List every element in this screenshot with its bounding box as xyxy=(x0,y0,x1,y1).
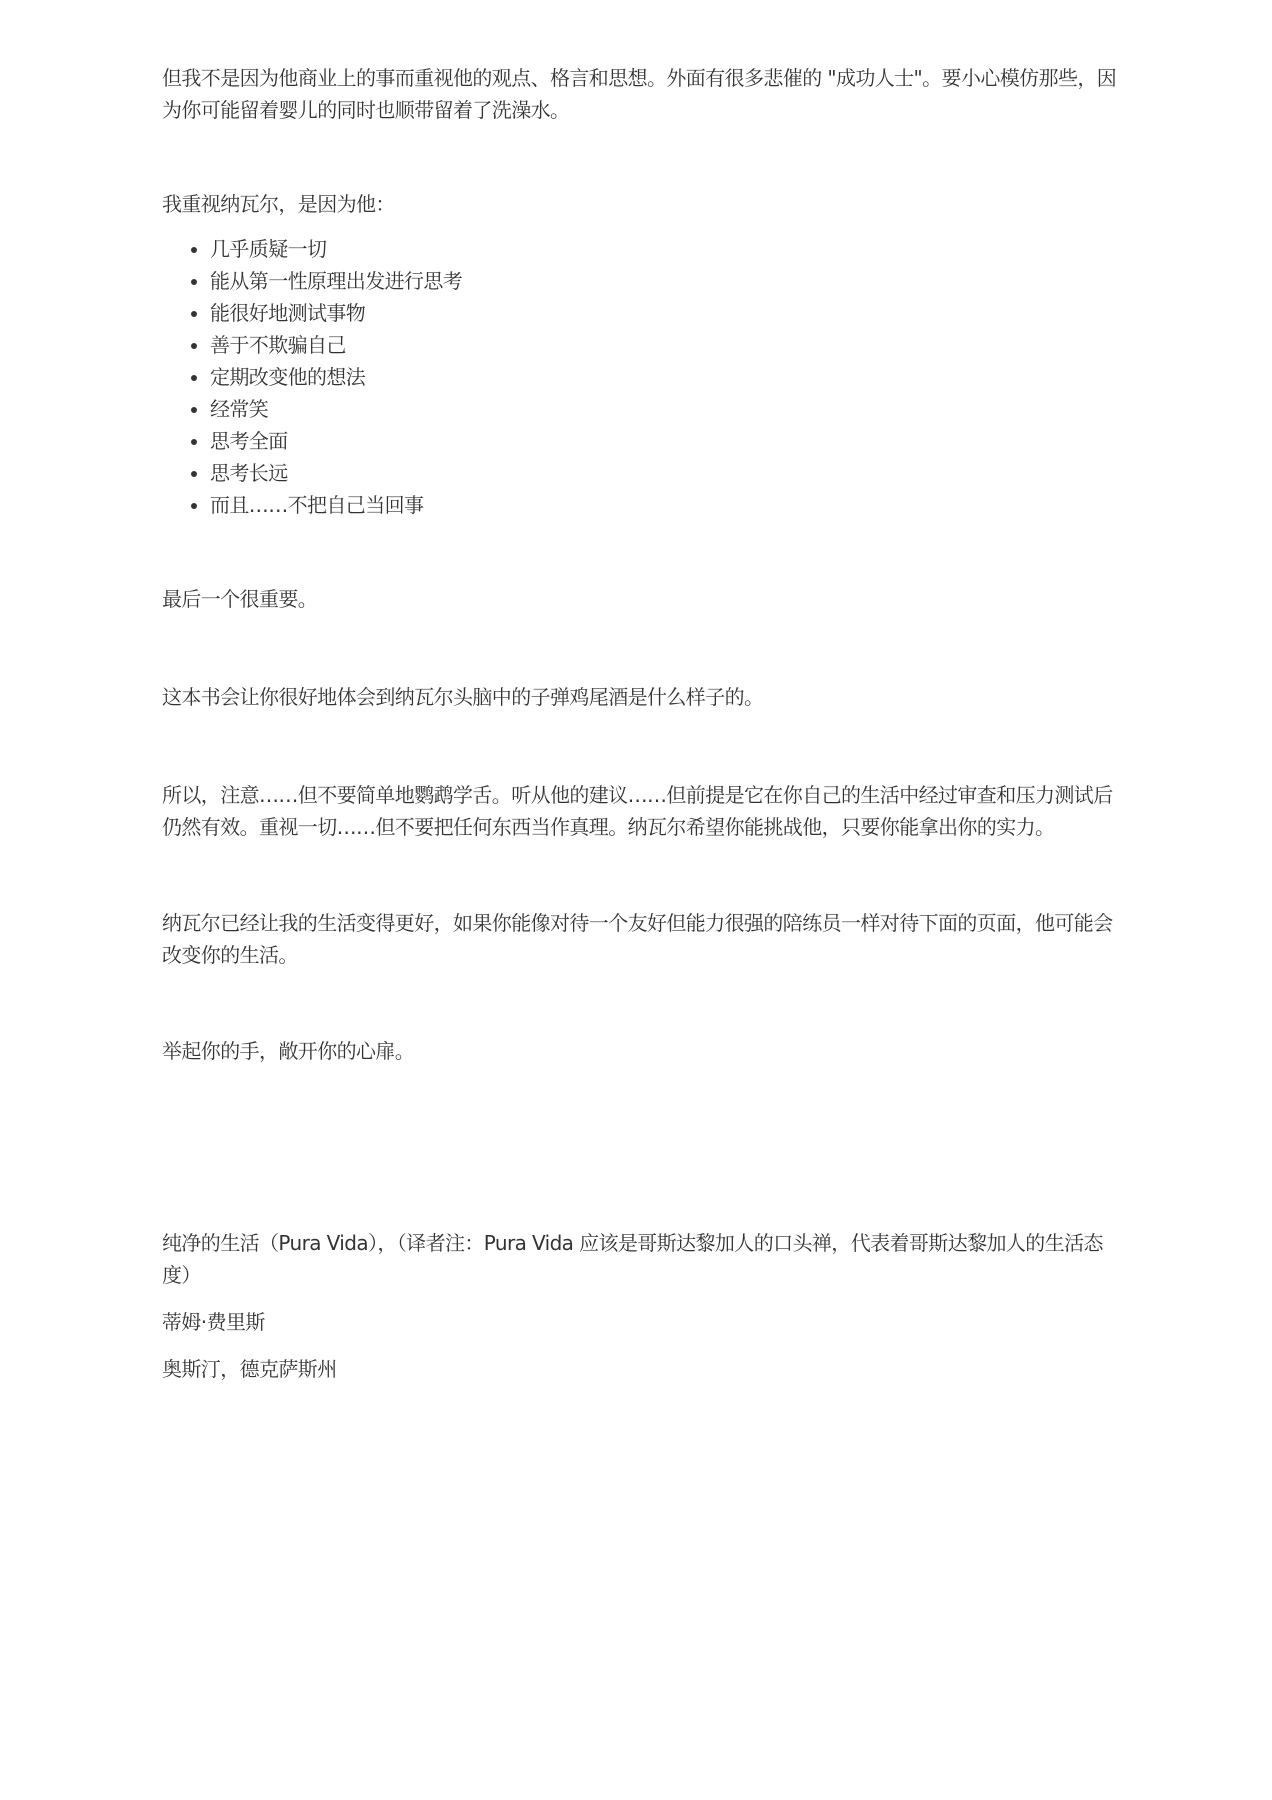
caution-paragraph: 所以，注意……但不要简单地鹦鹉学舌。听从他的建议……但前提是它在你自己的生活中经过审查和压力测试后仍然有效。重视一切……但不要把任何东西当作真理。纳瓦尔希望你能挑战他，只要你能拿出你的实力。 xyxy=(162,783,1113,839)
document-body xyxy=(162,62,1122,1385)
life-better-paragraph: 纳瓦尔已经让我的生活变得更好，如果你能像对待一个友好但能力很强的陪练员一样对待下面的页面，他可能会改变你的生活。 xyxy=(162,911,1113,967)
signature-location: 奥斯汀，德克萨斯州 xyxy=(162,1357,337,1381)
raise-hand-paragraph: 举起你的手，敞开你的心扉。 xyxy=(162,1039,415,1063)
reasons-intro-paragraph: 我重视纳瓦尔，是因为他： xyxy=(162,192,395,216)
list-item: • 定期改变他的想法 xyxy=(210,361,1122,393)
list-item: • 而且……不把自己当回事 xyxy=(210,489,1122,521)
list-item: • 思考全面 xyxy=(210,425,1122,457)
reasons-list xyxy=(162,233,1122,521)
list-item: • 能很好地测试事物 xyxy=(210,297,1122,329)
list-item: • 能从第一性原理出发进行思考 xyxy=(210,265,1122,297)
last-important-paragraph: 最后一个很重要。 xyxy=(162,587,318,611)
list-item: • 思考长远 xyxy=(210,457,1122,489)
list-item: • 经常笑 xyxy=(210,393,1122,425)
intro-paragraph: 但我不是因为他商业上的事而重视他的观点、格言和思想。外面有很多悲催的 "成功人士"。要小心模仿那些，因为你可能留着婴儿的同时也顺带留着了洗澡水。 xyxy=(162,66,1117,122)
list-item: • 善于不欺骗自己 xyxy=(210,329,1122,361)
signature-closing: 纯净的生活（Pura Vida），（译者注：Pura Vida 应该是哥斯达黎加人的口头禅，代表着哥斯达黎加人的生活态度） xyxy=(162,1231,1103,1287)
list-item: • 几乎质疑一切 xyxy=(210,233,1122,265)
signature-name: 蒂姆·费里斯 xyxy=(162,1310,265,1334)
book-note-paragraph: 这本书会让你很好地体会到纳瓦尔头脑中的子弹鸡尾酒是什么样子的。 xyxy=(162,685,764,709)
